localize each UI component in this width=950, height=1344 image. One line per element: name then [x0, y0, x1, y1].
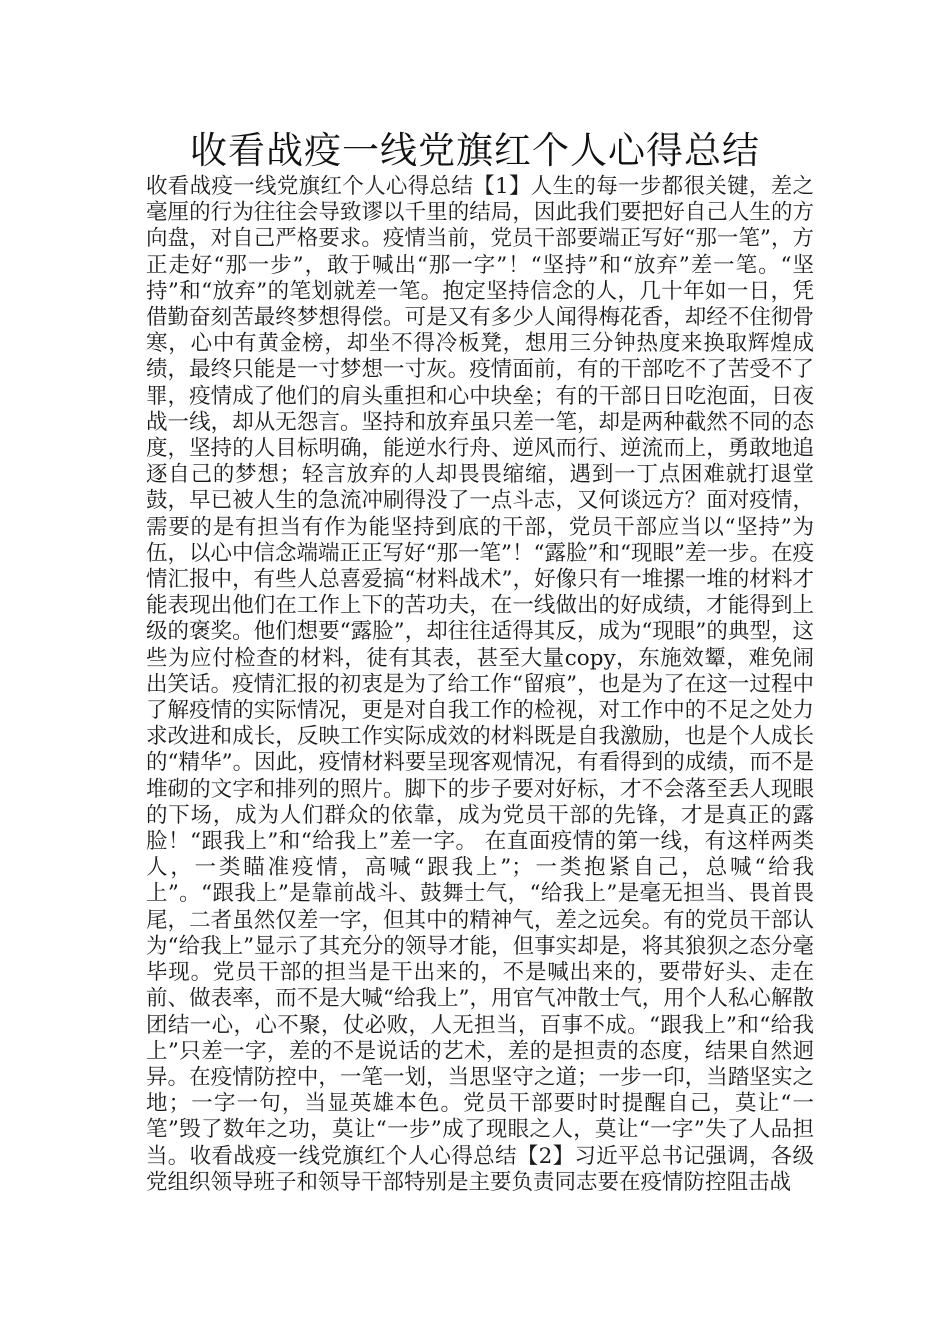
document-body: 收看战疫一线党旗红个人心得总结【1】人生的每一步都很关键，差之毫厘的行为往往会导致谬以千里的结局，因此我们要把好自己人生的方向盘，对自己严格要求。疫情当前，党员干部要端正写好“那一笔”，方正走好“那一步”，敢于喊出“那一字”！“坚持”和“放弃”差一笔。“坚持”和“放弃”的笔划就差一笔。抱定坚持信念的人，几十年如一日，凭借勤奋刻苦最终梦想得偿。可是又有多少人闻得梅花香，却经不住彻骨寒，心中有黄金榜，却坐不得冷板凳，想用三分钟热度来换取辉煌成绩，最终只能是一寸梦想一寸灰。疫情面前，有的干部吃不了苦受不了罪，疫情成了他们的肩头重担和心中块垒；有的干部日日吃泡面，日夜战一线，却从无怨言。坚持和放弃虽只差一笔，却是两种截然不同的态度，坚持的人目标明确，能逆水行舟、逆风而行、逆流而上，勇敢地追逐自己的梦想；轻言放弃的人却畏畏缩缩，遇到一丁点困难就打退堂鼓，早已被人生的急流冲刷得没了一点斗志，又何谈远方？面对疫情，需要的是有担当有作为能坚持到底的干部，党员干部应当以“坚持”为伍，以心中信念端端正正写好“那一笔”！“露脸”和“现眼”差一步。在疫情汇报中，有些人总喜爱搞“材料战术”，好像只有一堆摞一堆的材料才能表现出他们在工作上下的苦功夫，在一线做出的好成绩，才能得到上级的褒奖。他们想要“露脸”，却往往适得其反，成为“现眼”的典型，这些为应付检查的材料，徒有其表，甚至大量copy，东施效颦，难免闹出笑话。疫情汇报的初衷是为了给工作“留痕”，也是为了在这一过程中了解疫情的实际情况，更是对自我工作的检视，对工作中的不足之处力求改进和成长，反映工作实际成效的材料既是自我激励，也是个人成长的“精华”。因此，疫情材料要呈现客观情况，有看得到的成绩，而不是堆砌的文字和排列的照片。脚下的步子要对好标，才不会落至丢人现眼的下场，成为人们群众的依靠，成为党员干部的先锋，才是真正的露脸！“跟我上”和“给我上”差一字。 在直面疫情的第一线，有这样两类人，一类瞄准疫情，高喊“跟我上”；一类抱紧自己，总喊“给我上”。“跟我上”是靠前战斗、鼓舞士气，“给我上”是毫无担当、畏首畏尾，二者虽然仅差一字，但其中的精神气，差之远矣。有的党员干部认为“给我上”显示了其充分的领导才能，但事实却是，将其狼狈之态分毫毕现。党员干部的担当是干出来的，不是喊出来的，要带好头、走在前、做表率，而不是大喊“给我上”，用官气冲散士气，用个人私心解散团结一心，心不聚，仗必败，人无担当，百事不成。“跟我上”和“给我上”只差一字，差的不是说话的艺术，差的是担责的态度，结果自然迥异。在疫情防控中，一笔一划，当思坚守之道；一步一印，当踏坚实之地；一字一句，当显英雄本色。党员干部要时时提醒自己，莫让“一笔”毁了数年之功，莫让“一步”成了现眼之人，莫让“一字”失了人品担当。收看战疫一线党旗红个人心得总结【2】习近平总书记强调，各级党组织领导班子和领导干部特别是主要负责同志要在疫情防控阻击战 — [146, 174, 814, 1195]
document-title: 收看战疫一线党旗红个人心得总结 — [190, 129, 760, 172]
